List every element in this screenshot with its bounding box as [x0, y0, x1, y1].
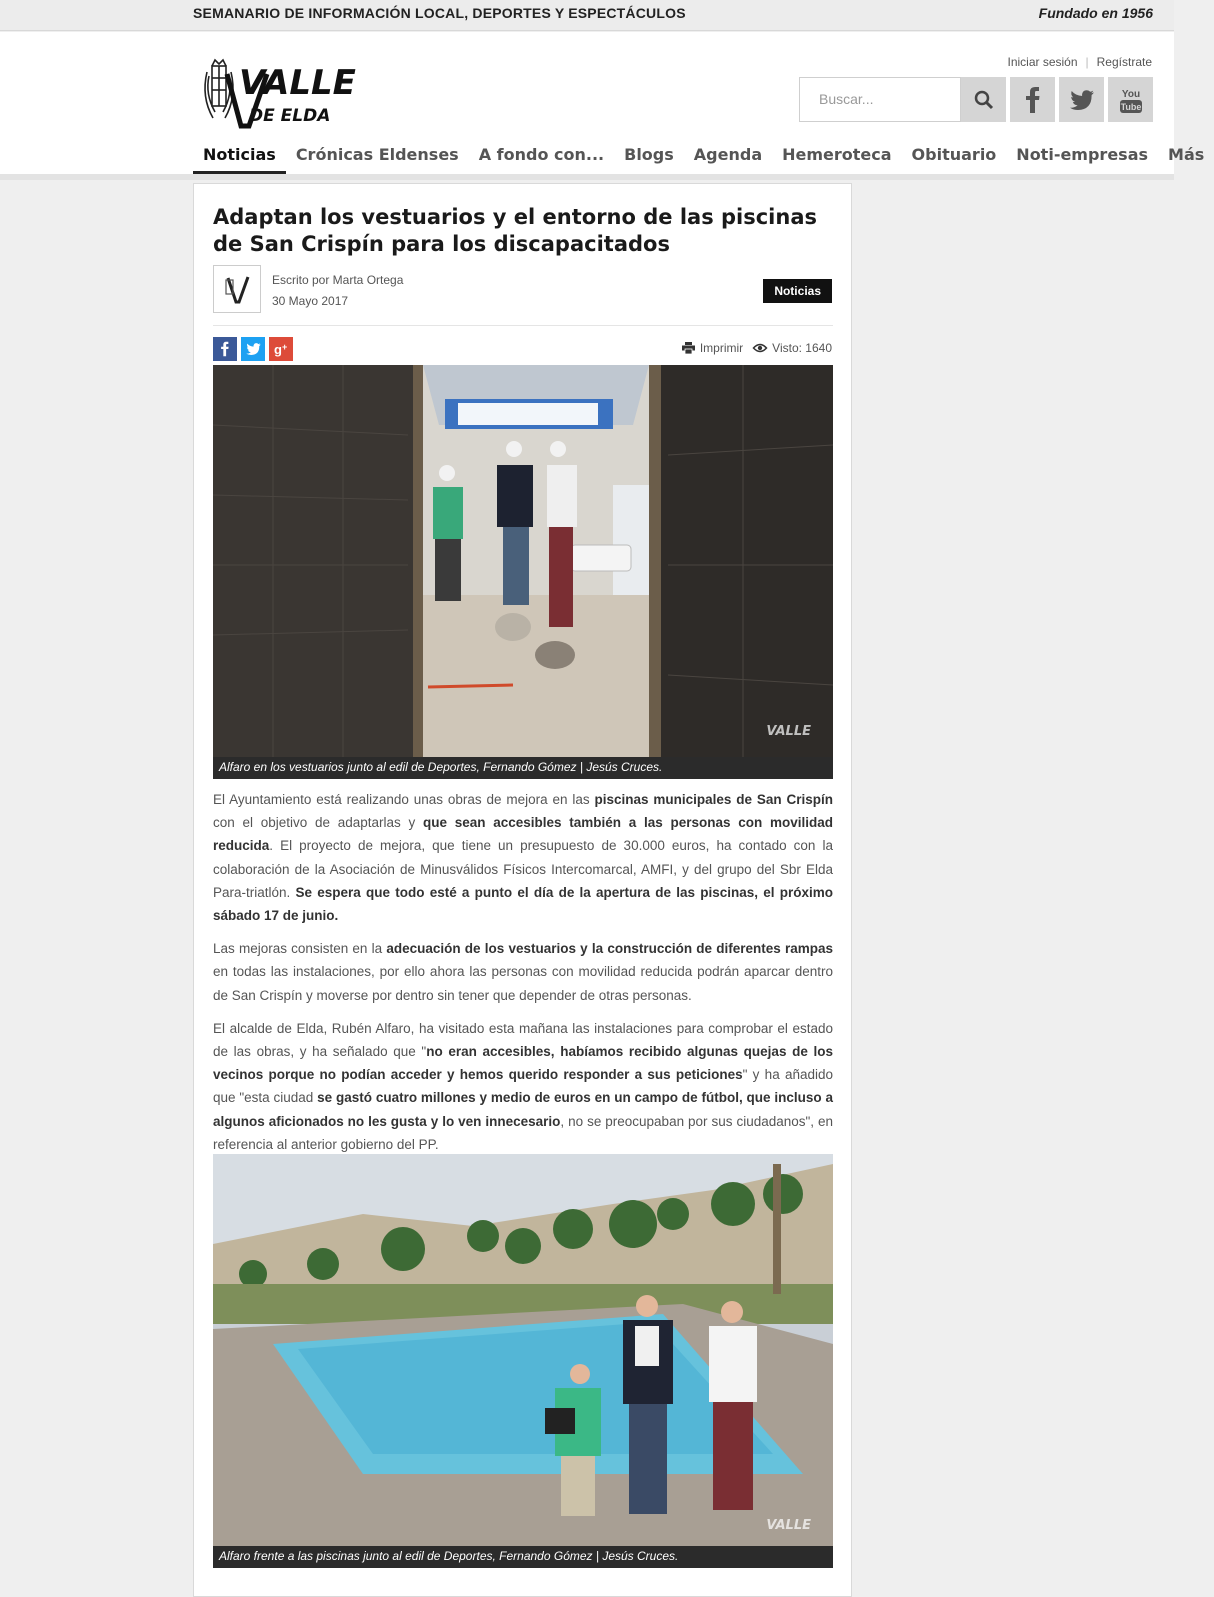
article [193, 183, 852, 1597]
views-label: Visto: 1640 [772, 341, 832, 355]
pool-photo[interactable] [213, 1154, 833, 1546]
person-dark-jacket-pool [623, 1295, 673, 1514]
logo-wordmark-bottom: DE ELDA [249, 106, 331, 126]
svg-text:g: g [274, 342, 282, 357]
nav-item-agenda[interactable]: Agenda [693, 145, 763, 164]
paragraph-2: Las mejoras consisten en la adecuación de los vestuarios y la construcción de diferentes rampas en todas las instalaciones, por ello ahora las personas con movilidad reducida podrán aparcar dentro de San Crispín y moverse por dentro sin tener que depender de otras personas. [213, 941, 833, 1003]
article-date: 30 Mayo 2017 [272, 294, 349, 308]
article-figure-2 [213, 1154, 833, 1568]
article-tools [682, 341, 832, 355]
nav-item-hemeroteca[interactable]: Hemeroteca [782, 145, 892, 164]
divider [213, 325, 833, 326]
nav-item-blogs[interactable]: Blogs [624, 145, 674, 164]
search-input[interactable]: Buscar... [799, 77, 961, 122]
twitter-icon [1070, 90, 1094, 110]
views-count [753, 341, 832, 355]
search-icon [974, 90, 994, 110]
facebook-icon [220, 341, 230, 357]
figure-2-caption: Alfaro frente a las piscinas junto al edil de Deportes, Fernando Gómez | Jesús Cruces. [213, 1546, 833, 1568]
svg-text:+: + [282, 342, 288, 352]
site-header [0, 32, 1205, 180]
article-byline [272, 270, 403, 312]
share-facebook-button[interactable] [213, 337, 237, 361]
nav-item-obituario[interactable]: Obituario [911, 145, 997, 164]
nav-item-noti-empresas[interactable]: Noti-empresas [1016, 145, 1149, 164]
locker-room-photo[interactable] [213, 365, 833, 757]
nav-item-cronicas-eldenses[interactable]: Crónicas Eldenses [295, 145, 459, 164]
photo-watermark: VALLE [766, 1518, 811, 1533]
article-figure-1 [213, 365, 833, 779]
nav-item-a-fondo-con[interactable]: A fondo con... [478, 145, 605, 164]
article-author: Escrito por Marta Ortega [272, 273, 404, 287]
site-tagline: SEMANARIO DE INFORMACIÓN LOCAL, DEPORTES Y ESPECTÁCULOS [193, 5, 686, 21]
facebook-icon [1024, 87, 1042, 113]
main-nav [193, 144, 1214, 174]
site-logo[interactable] [197, 52, 362, 132]
user-links: Iniciar sesión | Regístrate [1007, 55, 1152, 69]
category-badge[interactable]: Noticias [763, 279, 832, 303]
youtube-button[interactable] [1108, 77, 1153, 122]
print-label: Imprimir [699, 341, 744, 355]
person-white-shirt [547, 441, 577, 627]
twitter-icon [246, 343, 261, 355]
print-link[interactable] [682, 341, 743, 355]
figure-1-caption: Alfaro en los vestuarios junto al edil de Deportes, Fernando Gómez | Jesús Cruces. [213, 757, 833, 779]
svg-text:You: You [1121, 88, 1140, 100]
search-button[interactable] [961, 77, 1006, 122]
google-plus-icon [273, 342, 289, 356]
nav-item-noticias[interactable]: Noticias [193, 144, 286, 174]
twitter-button[interactable] [1059, 77, 1104, 122]
share-twitter-button[interactable] [241, 337, 265, 361]
top-bar [0, 0, 1174, 31]
paragraph-1: El Ayuntamiento está realizando unas obras de mejora en las piscinas municipales de San Crispín con el objetivo de adaptarlas y que sean accesibles también a las personas con movilidad reducida. El proyecto de mejora, que tiene un presupuesto de 30.000 euros, ha contado con la colaboración de la Asociación de Minusválidos Físicos Intercomarcal, AMFI, y del grupo del Sbr Elda Para-triatlón. Se espera que todo esté a punto el día de la apertura de las piscinas, el próximo sábado 17 de junio. [213, 792, 834, 924]
author-avatar [213, 265, 261, 313]
founded-year: Fundado en 1956 [1038, 5, 1153, 21]
printer-icon [682, 342, 695, 354]
paragraph-3: El alcalde de Elda, Rubén Alfaro, ha visitado esta mañana las instalaciones para comprobar el estado de las obras, y ha señalado que "no eran accesibles, habíamos recibido algunas quejas de los vecinos porque no podían acceder y hemos querido responder a sus peticiones" y ha añadido que "esta ciudad se gastó cuatro millones y medio de euros en un campo de fútbol, que incluso a algunos aficionados no les gusta y lo ven innecesario, no se preocupaban por sus ciudadanos", en referencia al anterior gobierno del PP. [213, 1020, 834, 1152]
share-googleplus-button[interactable] [269, 337, 293, 361]
svg-text:Tube: Tube [1120, 101, 1141, 112]
login-link[interactable]: Iniciar sesión [1007, 55, 1078, 69]
youtube-icon [1119, 86, 1143, 114]
article-body [213, 788, 833, 1166]
register-link[interactable]: Regístrate [1096, 55, 1152, 69]
nav-item-mas[interactable]: Más [1168, 145, 1205, 164]
facebook-button[interactable] [1010, 77, 1055, 122]
person-white-shirt-pool [709, 1301, 757, 1510]
logo-wordmark-top: VALLE [239, 63, 356, 103]
photo-watermark: VALLE [766, 724, 811, 739]
article-title: Adaptan los vestuarios y el entorno de las piscinas de San Crispín para los discapacitados [213, 205, 817, 256]
eye-icon [753, 343, 767, 353]
